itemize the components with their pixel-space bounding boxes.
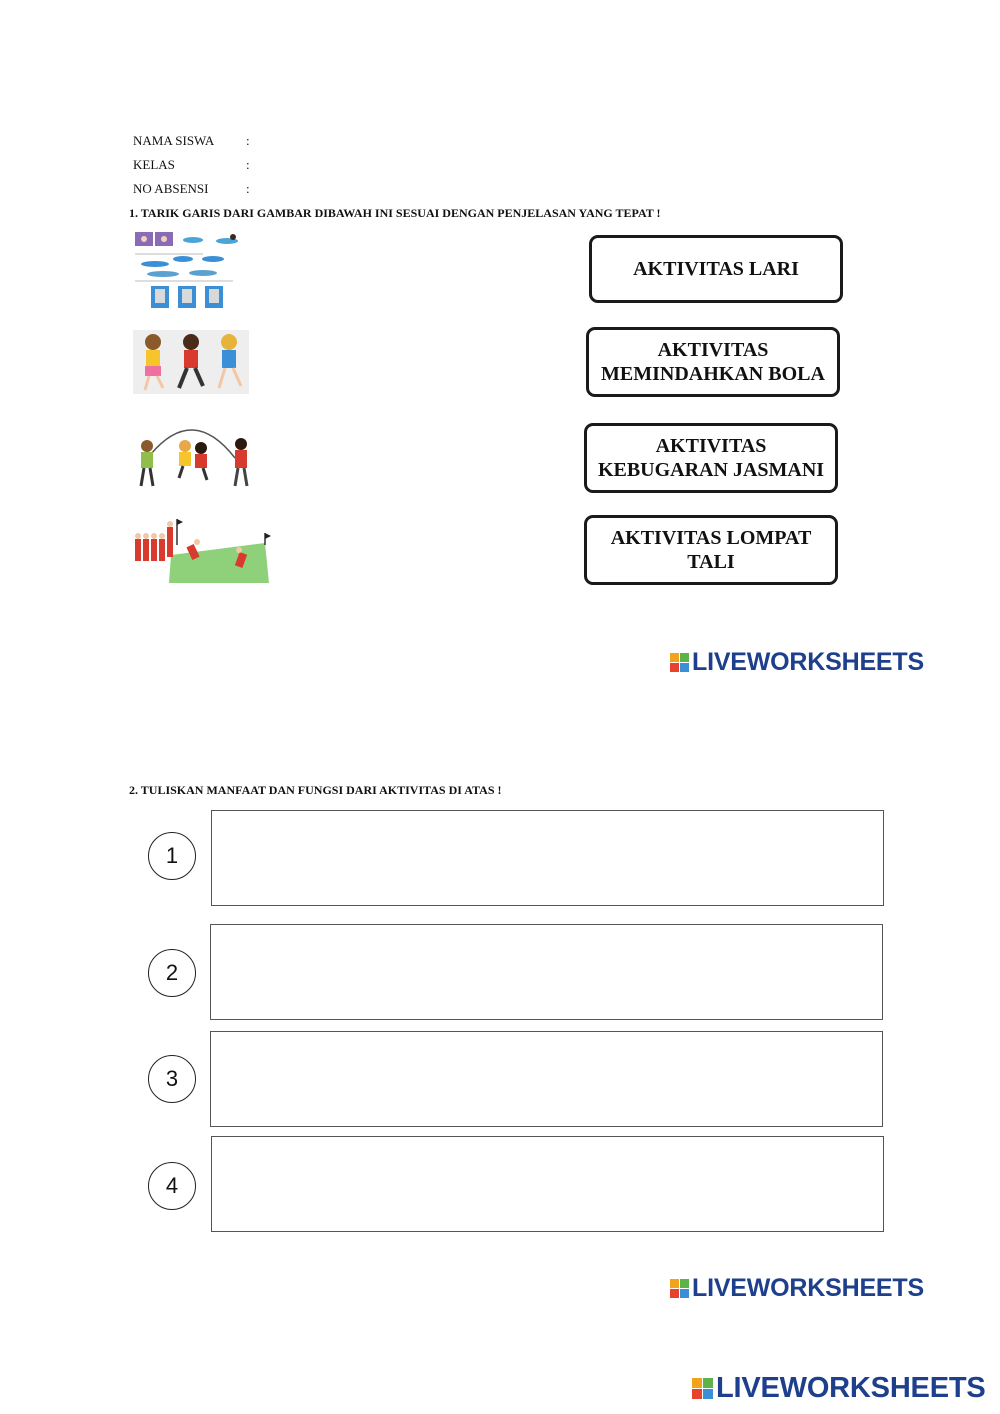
- field-colon-absence: :: [246, 181, 250, 196]
- item-number-1: 1: [148, 832, 196, 880]
- question-2-text: 2. TULISKAN MANFAAT DAN FUNGSI DARI AKTIVITAS DI ATAS !: [129, 783, 502, 797]
- liveworksheets-logo: [670, 648, 924, 677]
- logo-text: LIVEWORKSHEETS: [692, 648, 924, 676]
- jump-rope-image: [133, 424, 255, 490]
- field-colon-name: :: [246, 133, 250, 148]
- logo-mark-icon: [670, 653, 689, 672]
- field-colon-class: :: [246, 157, 250, 172]
- item-number-3: 3: [148, 1055, 196, 1103]
- item-number-4: 4: [148, 1162, 196, 1210]
- running-children-image: [133, 330, 249, 394]
- item-number-2: 2: [148, 949, 196, 997]
- logo-text: LIVEWORKSHEETS: [716, 1372, 986, 1404]
- answer-input-1[interactable]: [211, 810, 884, 906]
- answer-box-moving-ball[interactable]: AKTIVITAS MEMINDAHKAN BOLA: [586, 327, 840, 397]
- liveworksheets-footer-logo: [692, 1372, 986, 1405]
- field-label-name: NAMA SISWA: [133, 133, 215, 148]
- liveworksheets-logo: [670, 1274, 924, 1303]
- field-label-class: KELAS: [133, 157, 175, 172]
- answer-box-jump-rope[interactable]: AKTIVITAS LOMPAT TALI: [584, 515, 838, 585]
- logo-text: LIVEWORKSHEETS: [692, 1274, 924, 1302]
- ball-relay-image: [133, 515, 273, 587]
- question-1-text: 1. TARIK GARIS DARI GAMBAR DIBAWAH INI SESUAI DENGAN PENJELASAN YANG TEPAT !: [129, 206, 661, 220]
- answer-input-4[interactable]: [211, 1136, 884, 1232]
- answer-box-running[interactable]: AKTIVITAS LARI: [589, 235, 843, 303]
- fitness-exercise-image: [133, 229, 243, 311]
- logo-mark-icon: [670, 1279, 689, 1298]
- field-label-absence: NO ABSENSI: [133, 181, 209, 196]
- answer-input-2[interactable]: [210, 924, 883, 1020]
- answer-box-fitness[interactable]: AKTIVITAS KEBUGARAN JASMANI: [584, 423, 838, 493]
- answer-input-3[interactable]: [210, 1031, 883, 1127]
- logo-mark-icon: [692, 1378, 713, 1399]
